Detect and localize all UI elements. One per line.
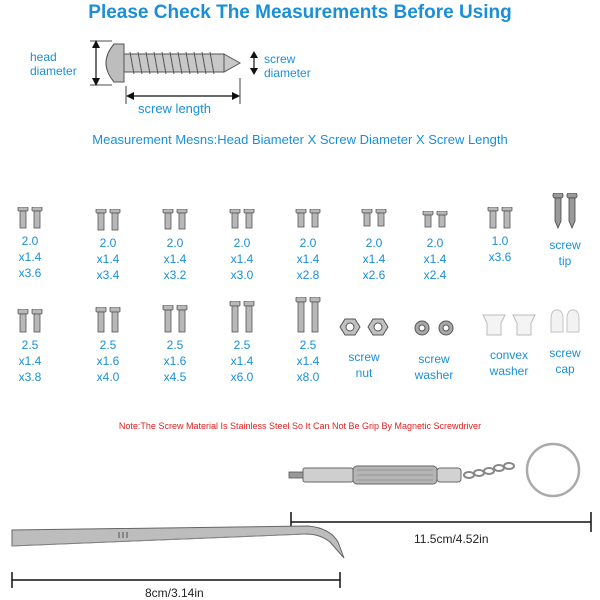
screw-pair-icon: [93, 307, 123, 333]
screw-cap-label: screw cap: [549, 346, 581, 376]
screw-pair-icon: [160, 209, 190, 231]
screw-item: [212, 209, 272, 283]
screw-item: [78, 307, 138, 385]
screw-size-label: 2.5 x1.4 x8.0: [296, 338, 320, 384]
screw-size-label: 2.0 x1.4 x2.4: [423, 236, 447, 282]
convex-washer-icon: [479, 311, 539, 337]
screw-diameter-label: screw diameter: [264, 52, 311, 80]
screw-pair-icon: [420, 211, 450, 231]
screw-pair-icon: [15, 207, 45, 229]
screw-item: [470, 207, 530, 265]
screw-item: [344, 209, 404, 283]
convex-washer-label: convex washer: [489, 348, 529, 378]
screw-item: [278, 209, 338, 283]
screw-tip-item: [535, 193, 595, 269]
head-diameter-label: head diameter: [30, 50, 77, 78]
screw-cap-item: [535, 309, 595, 377]
screw-size-label: 2.5 x1.6 x4.5: [163, 338, 187, 384]
screwdriver-drawing: [285, 442, 600, 506]
screw-pair-icon: [485, 207, 515, 229]
screw-washer-label: screw washer: [414, 352, 454, 382]
screw-size-label: 2.0 x1.4 x3.2: [163, 236, 187, 282]
screw-size-label: 1.0 x3.6: [488, 234, 512, 264]
screw-pair-icon: [93, 209, 123, 231]
screw-pair-icon: [293, 297, 323, 333]
screw-pair-icon: [227, 209, 257, 231]
screw-tip-label: screw tip: [549, 238, 581, 268]
washer-icon: [406, 319, 462, 337]
screw-pair-icon: [227, 301, 257, 333]
screw-item: [0, 207, 60, 281]
screw-size-label: 2.0 x1.4 x2.8: [296, 236, 320, 282]
screw-washer-item: [403, 319, 465, 383]
screw-pair-icon: [359, 209, 389, 231]
screw-item: [212, 301, 272, 385]
material-note: Note:The Screw Material Is Stainless Steel So It Can Not Be Grip By Magnetic Screwdriver: [118, 421, 482, 431]
screw-size-label: 2.5 x1.4 x3.8: [18, 338, 42, 384]
screw-nut-label: screw nut: [348, 350, 380, 380]
screw-size-label: 2.0 x1.4 x3.4: [96, 236, 120, 282]
screw-tip-icon: [550, 193, 580, 229]
screw-item: [145, 209, 205, 283]
screw-item: [0, 309, 60, 385]
page-title: Please Check The Measurements Before Using: [88, 2, 512, 23]
screw-pair-icon: [293, 209, 323, 231]
screw-diagram-drawing: [28, 38, 338, 122]
convex-washer-item: [477, 311, 541, 379]
screw-item: [145, 305, 205, 385]
screw-size-label: 2.5 x1.6 x4.0: [96, 338, 120, 384]
screw-size-label: 2.0 x1.4 x3.6: [18, 234, 42, 280]
tweezers-length-label: 8cm/3.14in: [145, 586, 204, 600]
screwdriver-length-label: 11.5cm/4.52in: [414, 532, 489, 546]
screw-size-label: 2.0 x1.4 x3.0: [230, 236, 254, 282]
hex-nut-icon: [336, 317, 392, 337]
screw-length-label: screw length: [138, 101, 211, 116]
screw-item: [78, 209, 138, 283]
screw-size-label: 2.5 x1.4 x6.0: [230, 338, 254, 384]
screw-diagram: [28, 38, 338, 122]
screw-cap-icon: [547, 309, 583, 333]
screw-size-label: 2.0 x1.4 x2.6: [362, 236, 386, 282]
screw-pair-icon: [15, 309, 45, 333]
measurement-description: Measurement Mesns:Head Biameter X Screw Diameter X Screw Length: [92, 132, 508, 147]
screw-nut-item: [333, 317, 395, 381]
screw-pair-icon: [160, 305, 190, 333]
tweezers-drawing: [8, 512, 348, 572]
screw-item: [278, 297, 338, 385]
screw-item: [405, 211, 465, 283]
